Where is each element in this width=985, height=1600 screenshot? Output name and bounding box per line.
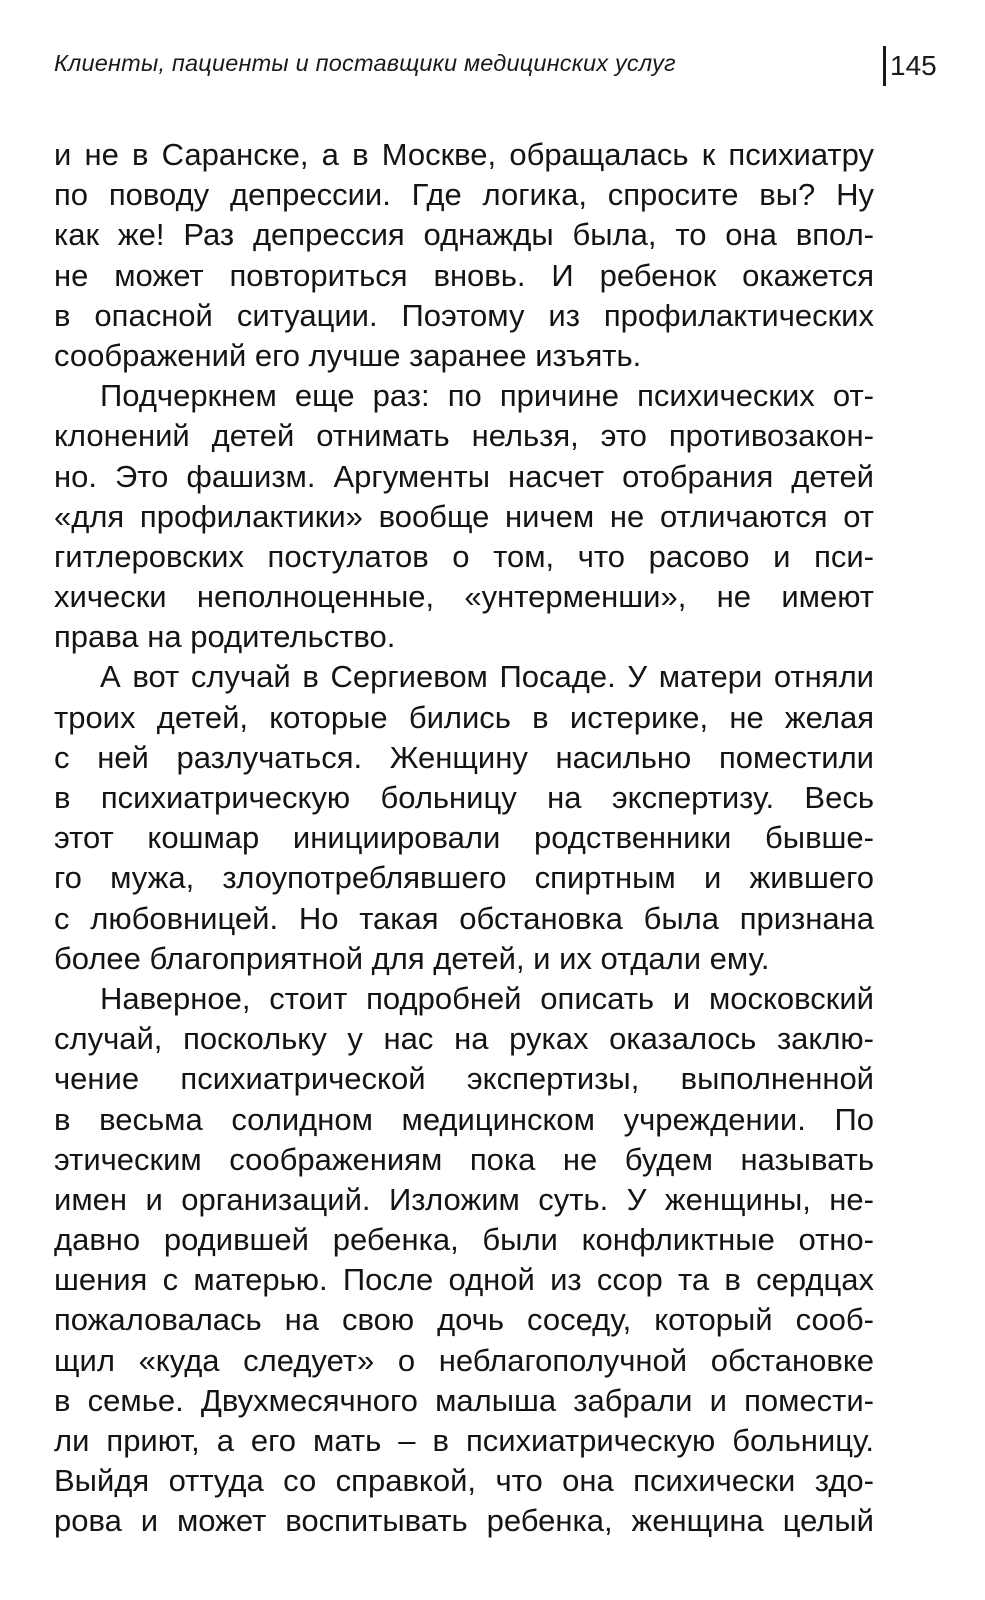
- text-line: этическим соображениям пока не будем называть: [54, 1141, 874, 1177]
- text-line: более благоприятной для детей, и их отдали ему.: [54, 940, 770, 976]
- text-line: Наверное, стоит подробней описать и московский: [100, 980, 874, 1016]
- text-line: рова и может воспитывать ребенка, женщина целый: [54, 1503, 874, 1539]
- text-line: по поводу депрессии. Где логика, спросите вы? Ну: [54, 177, 874, 213]
- text-line: троих детей, которые бились в истерике, не желая: [54, 699, 874, 735]
- text-line: с ней разлучаться. Женщину насильно поместили: [54, 739, 874, 775]
- text-line: но. Это фашизм. Аргументы насчет отобрания детей: [54, 458, 874, 494]
- text-line: с любовницей. Но такая обстановка была признана: [54, 900, 874, 936]
- text-line: в опасной ситуации. Поэтому из профилактических: [54, 297, 874, 333]
- text-line: щил «куда следует» о неблагополучной обстановке: [54, 1342, 874, 1378]
- text-line: го мужа, злоупотреблявшего спиртным и жившего: [54, 860, 874, 896]
- text-line: чение психиатрической экспертизы, выполненной: [54, 1061, 874, 1097]
- text-line: хически неполноценные, «унтерменши», не имеют: [54, 579, 874, 615]
- text-line: давно родившей ребенка, были конфликтные отно-: [54, 1222, 874, 1258]
- text-line: не может повториться вновь. И ребенок окажется: [54, 257, 874, 293]
- text-line: права на родительство.: [54, 619, 396, 655]
- text-line: случай, поскольку у нас на руках оказалось заклю-: [54, 1021, 874, 1057]
- text-line: Выйдя оттуда со справкой, что она психически здо-: [54, 1463, 874, 1499]
- body-text: [54, 135, 874, 1542]
- text-line: «для профилактики» вообще ничем не отличаются от: [54, 498, 874, 534]
- page-number: 145: [890, 50, 937, 81]
- header-divider: [883, 46, 886, 86]
- text-line: в психиатрическую больницу на экспертизу. Весь: [54, 780, 874, 815]
- text-line: пожаловалась на свою дочь соседу, который сооб-: [54, 1302, 874, 1338]
- text-line: соображений его лучше заранее изъять.: [54, 337, 642, 373]
- text-line: этот кошмар инициировали родственники бывше-: [54, 820, 874, 856]
- text-line: как же! Раз депрессия однажды была, то она впол-: [54, 217, 874, 253]
- text-line: в семье. Двухмесячного малыша забрали и помести-: [54, 1382, 874, 1418]
- text-line: гитлеровских постулатов о том, что расово и пси-: [54, 538, 874, 574]
- text-line: клонений детей отнимать нельзя, это противозакон-: [54, 418, 874, 454]
- text-line: А вот случай в Сергиевом Посаде. У матери отняли: [100, 659, 874, 695]
- text-line: ли приют, а его мать – в психиатрическую больницу.: [54, 1423, 874, 1458]
- running-head: Клиенты, пациенты и поставщики медицинских услуг: [54, 50, 676, 76]
- text-line: в весьма солидном медицинском учреждении. По: [54, 1101, 874, 1137]
- text-line: и не в Саранске, а в Москве, обращалась к психиатру: [54, 137, 874, 172]
- text-line: Подчеркнем еще раз: по причине психических от-: [100, 378, 874, 414]
- text-line: имен и организаций. Изложим суть. У женщины, не-: [54, 1181, 874, 1217]
- text-line: шения с матерью. После одной из ссор та в сердцах: [54, 1262, 874, 1298]
